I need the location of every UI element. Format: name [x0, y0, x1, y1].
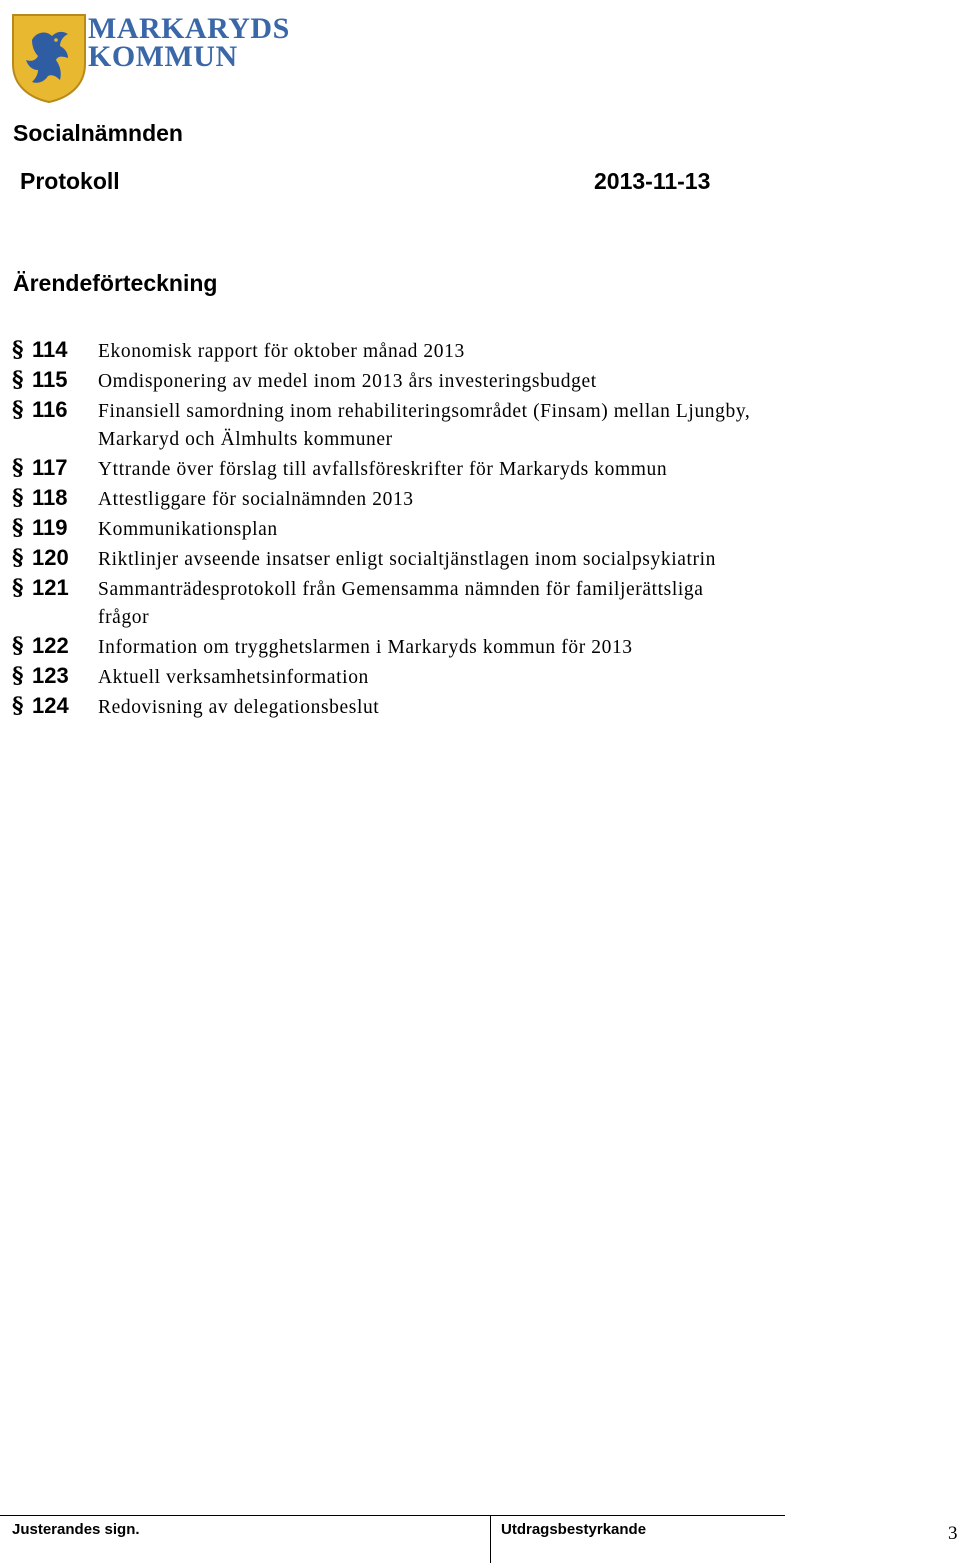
agenda-item-number: 121: [32, 575, 69, 600]
agenda-item-title: Redovisning av delegationsbeslut: [98, 697, 380, 718]
paragraph-icon: §: [12, 397, 24, 423]
paragraph-icon: §: [12, 337, 24, 363]
paragraph-icon: §: [12, 633, 24, 659]
agenda-item: [12, 514, 942, 544]
organization-name: Socialnämnden: [13, 120, 183, 146]
footer-rule: [0, 1515, 785, 1516]
agenda-item: [12, 336, 942, 366]
logo-text-line2: KOMMUN: [88, 40, 238, 73]
agenda-item-number: 124: [32, 693, 69, 718]
agenda-item-title: Omdisponering av medel inom 2013 års investeringsbudget: [98, 371, 597, 392]
footer-certification-label: Utdragsbestyrkande: [501, 1521, 647, 1538]
agenda-item-number: 118: [32, 485, 68, 510]
agenda-item-title: Finansiell samordning inom rehabiliteringsområdet (Finsam) mellan Ljungby, Markaryd och Älmhults kommuner: [98, 401, 751, 450]
agenda-item-title: Attestliggare för socialnämnden 2013: [98, 489, 414, 510]
logo-text-line1: MARKARYDS: [88, 12, 290, 45]
agenda-item: [12, 366, 942, 396]
coat-of-arms-icon: [10, 12, 88, 104]
agenda-item: [12, 544, 942, 574]
paragraph-icon: §: [12, 663, 24, 689]
municipality-logo: [10, 12, 320, 104]
section-heading: Ärendeförteckning: [13, 270, 218, 296]
agenda-item-number: 116: [32, 397, 68, 422]
agenda-item-number: 114: [32, 337, 68, 362]
document-date: 2013-11-13: [594, 168, 711, 194]
document-type: Protokoll: [20, 168, 120, 194]
agenda-item-number: 117: [32, 455, 68, 480]
agenda-item-title: Aktuell verksamhetsinformation: [98, 667, 369, 688]
agenda-item: [12, 574, 942, 632]
agenda-item: [12, 662, 942, 692]
paragraph-icon: §: [12, 455, 24, 481]
agenda-item-title: Sammanträdesprotokoll från Gemensamma nämnden för familjerättsliga frågor: [98, 579, 704, 628]
agenda-item-title: Information om trygghetslarmen i Markaryds kommun för 2013: [98, 637, 633, 658]
agenda-item: [12, 692, 942, 722]
agenda-list: [12, 336, 942, 722]
agenda-item: [12, 484, 942, 514]
agenda-item-title: Ekonomisk rapport för oktober månad 2013: [98, 341, 465, 362]
paragraph-icon: §: [12, 367, 24, 393]
agenda-item-title: Riktlinjer avseende insatser enligt socialtjänstlagen inom socialpsykiatrin: [98, 549, 716, 570]
paragraph-icon: §: [12, 693, 24, 719]
paragraph-icon: §: [12, 575, 24, 601]
paragraph-icon: §: [12, 545, 24, 571]
agenda-item-number: 122: [32, 633, 69, 658]
agenda-item: [12, 454, 942, 484]
agenda-item-number: 119: [32, 515, 68, 540]
paragraph-icon: §: [12, 485, 24, 511]
page-number: 3: [948, 1523, 958, 1544]
agenda-item: [12, 632, 942, 662]
agenda-item-title: Yttrande över förslag till avfallsföreskrifter för Markaryds kommun: [98, 459, 668, 480]
agenda-item: [12, 396, 942, 454]
agenda-item-number: 120: [32, 545, 69, 570]
agenda-item-number: 123: [32, 663, 69, 688]
footer-divider: [490, 1515, 491, 1563]
agenda-item-number: 115: [32, 367, 68, 392]
footer-signature-label: Justerandes sign.: [12, 1521, 140, 1538]
agenda-item-title: Kommunikationsplan: [98, 519, 278, 540]
paragraph-icon: §: [12, 515, 24, 541]
